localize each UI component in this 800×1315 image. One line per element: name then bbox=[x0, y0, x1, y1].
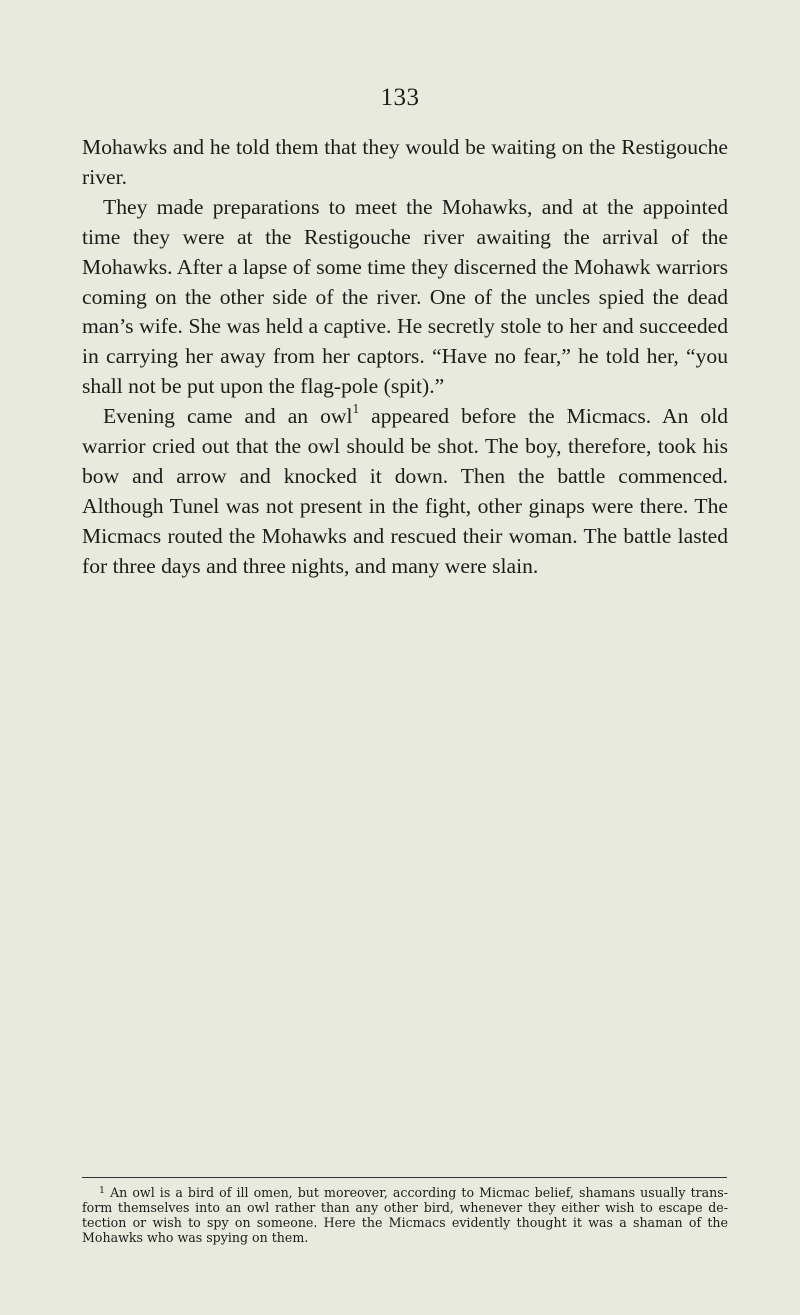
footnote-text: An owl is a bird of ill omen, but moreover, according to Micmac belief, shamans usually trans-form themselves into an owl rather than any other bird, whenever they either wish to escape de-tection or wish to spy on someone. Here the Micmacs evidently thought it was a shaman of the Mohawks who was spying on them. bbox=[82, 1185, 728, 1245]
body-text bbox=[82, 133, 728, 582]
paragraph-3-text-before: Evening came and an owl bbox=[103, 404, 353, 429]
paragraph-1: Mohawks and he told them that they would be waiting on the Restigouche river. bbox=[82, 135, 728, 189]
footnote bbox=[82, 1185, 728, 1245]
footnote-marker: 1 bbox=[99, 1184, 106, 1196]
footnote-reference: 1 bbox=[352, 401, 360, 417]
paragraph-3 bbox=[82, 402, 728, 581]
paragraph-3-text-after: appeared before the Micmacs. An old warrior cried out that the owl should be shot. The boy, therefore, took his bow and arrow and knocked it down. Then the battle commenced. Although Tunel was not present in the fight, other ginaps were there. The Micmacs routed the Mohawks and rescued their woman. The battle lasted for three days and three nights, and many were slain. bbox=[82, 404, 728, 578]
footnote-divider bbox=[82, 1177, 727, 1178]
paragraph-2: They made preparations to meet the Mohawks, and at the appointed time they were at the Restigouche river awaiting the arrival of the Mohawks. After a lapse of some time they discerned the Mohawk warriors coming on the other side of the river. One of the uncles spied the dead man’s wife. She was held a captive. He secretly stole to her and succeeded in carrying her away from her captors. “Have no fear,” he told her, “you shall not be put upon the flag-pole (spit).” bbox=[82, 194, 728, 399]
page-number: 133 bbox=[380, 84, 420, 111]
